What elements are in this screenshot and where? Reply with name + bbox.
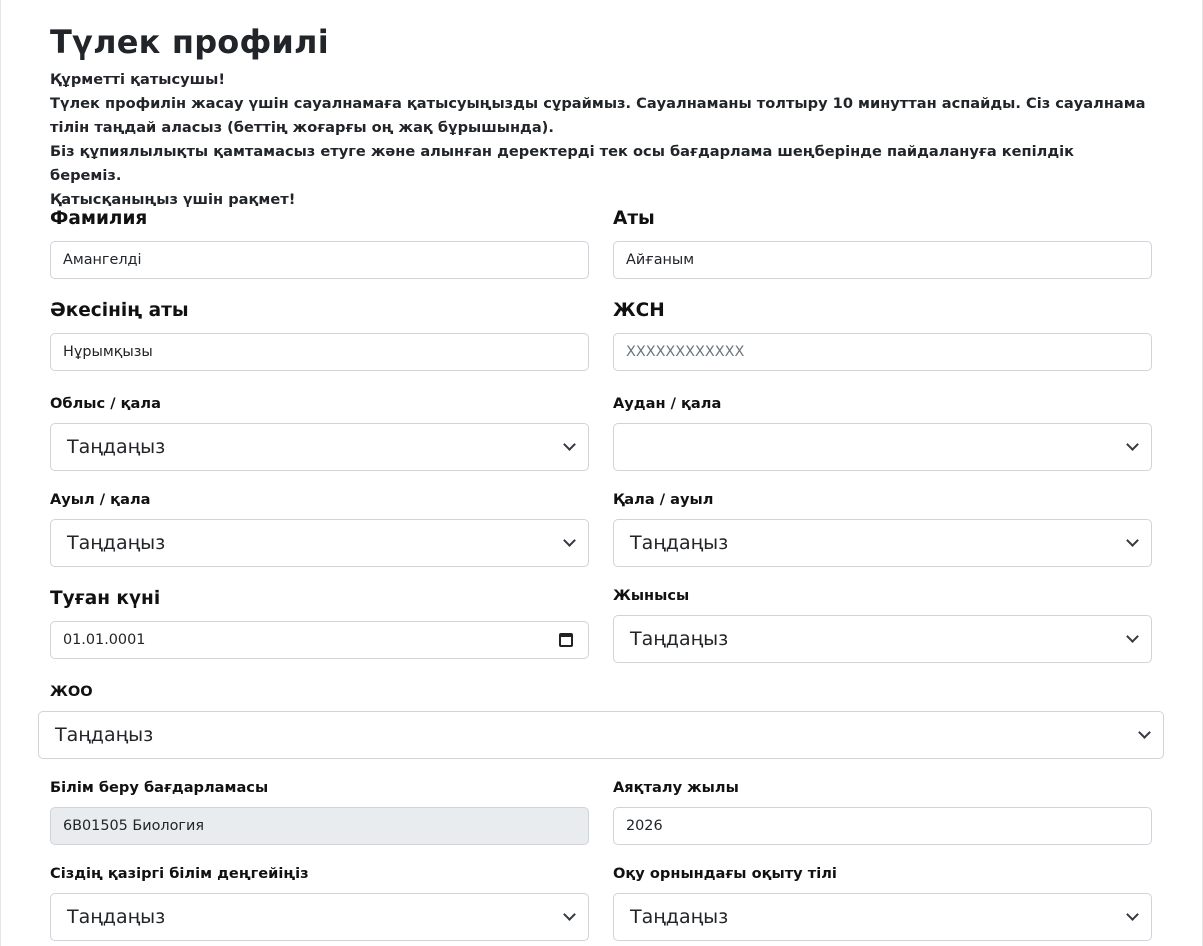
- program-field: [50, 807, 589, 845]
- program-label: Білім беру бағдарламасы: [50, 779, 269, 796]
- grad-year-value: 2026: [626, 818, 663, 834]
- region-value: Таңдаңыз: [67, 436, 166, 458]
- program-value: 6В01505 Биология: [63, 818, 204, 834]
- university-value: Таңдаңыз: [55, 724, 154, 746]
- surname-label: Фамилия: [50, 208, 148, 229]
- village-value: Таңдаңыз: [67, 532, 166, 554]
- village-label: Ауыл / қала: [50, 491, 151, 508]
- grad-year-label: Аяқталу жылы: [613, 779, 739, 796]
- education-level-select[interactable]: [50, 893, 589, 941]
- university-label: ЖОО: [50, 683, 93, 700]
- intro-thanks: Қатысқаныңыз үшін рақмет!: [50, 191, 296, 208]
- name-field[interactable]: [613, 241, 1152, 279]
- intro-greeting: Құрметті қатысушы!: [50, 71, 226, 88]
- region-select[interactable]: [50, 423, 589, 471]
- education-level-label: Сіздің қазіргі білім деңгейіңіз: [50, 865, 309, 882]
- iin-placeholder: XXXXXXXXXXXX: [626, 344, 745, 360]
- birthdate-label: Туған күні: [50, 588, 161, 609]
- gender-value: Таңдаңыз: [630, 628, 729, 650]
- study-language-label: Оқу орнындағы оқыту тілі: [613, 865, 837, 882]
- birthdate-field[interactable]: [50, 621, 589, 659]
- chevron-down-icon: [1138, 726, 1151, 739]
- study-language-value: Таңдаңыз: [630, 906, 729, 928]
- patronymic-value: Нұрымқызы: [63, 344, 153, 360]
- iin-label: ЖСН: [613, 300, 665, 321]
- gender-select[interactable]: [613, 615, 1152, 663]
- intro-request: Түлек профилін жасау үшін сауалнамаға қатысуыңызды сұраймыз. Сауалнаманы толтыру 10 минуттан аспайды. Сіз сауалнама тілін таңдай аласыз (беттің жоғарғы оң жақ бұрышында).: [50, 95, 1146, 136]
- intro-text: [50, 68, 1150, 212]
- surname-field[interactable]: [50, 241, 589, 279]
- settlement-value: Таңдаңыз: [630, 532, 729, 554]
- patronymic-field[interactable]: [50, 333, 589, 371]
- study-language-select[interactable]: [613, 893, 1152, 941]
- chevron-down-icon: [1126, 630, 1139, 643]
- surname-value: Амангелді: [63, 252, 142, 268]
- birthdate-value: 01.01.0001: [63, 632, 146, 648]
- chevron-down-icon: [563, 908, 576, 921]
- chevron-down-icon: [1126, 438, 1139, 451]
- settlement-select[interactable]: [613, 519, 1152, 567]
- calendar-icon[interactable]: [559, 633, 573, 647]
- name-label: Аты: [613, 208, 655, 229]
- chevron-down-icon: [563, 438, 576, 451]
- name-value: Айғаным: [626, 252, 695, 268]
- gender-label: Жынысы: [613, 587, 690, 604]
- district-label: Аудан / қала: [613, 395, 722, 412]
- settlement-label: Қала / ауыл: [613, 491, 714, 508]
- region-label: Облыс / қала: [50, 395, 161, 412]
- chevron-down-icon: [1126, 908, 1139, 921]
- patronymic-label: Әкесінің аты: [50, 300, 189, 321]
- chevron-down-icon: [1126, 534, 1139, 547]
- village-select[interactable]: [50, 519, 589, 567]
- iin-field[interactable]: [613, 333, 1152, 371]
- education-level-value: Таңдаңыз: [67, 906, 166, 928]
- chevron-down-icon: [563, 534, 576, 547]
- intro-privacy: Біз құпиялылықты қамтамасыз етуге және алынған деректерді тек осы бағдарлама шеңберінде пайдалануға кепілдік береміз.: [50, 143, 1075, 184]
- page-title: Түлек профилі: [50, 23, 329, 61]
- district-select[interactable]: [613, 423, 1152, 471]
- grad-year-field[interactable]: [613, 807, 1152, 845]
- university-select[interactable]: [38, 711, 1164, 759]
